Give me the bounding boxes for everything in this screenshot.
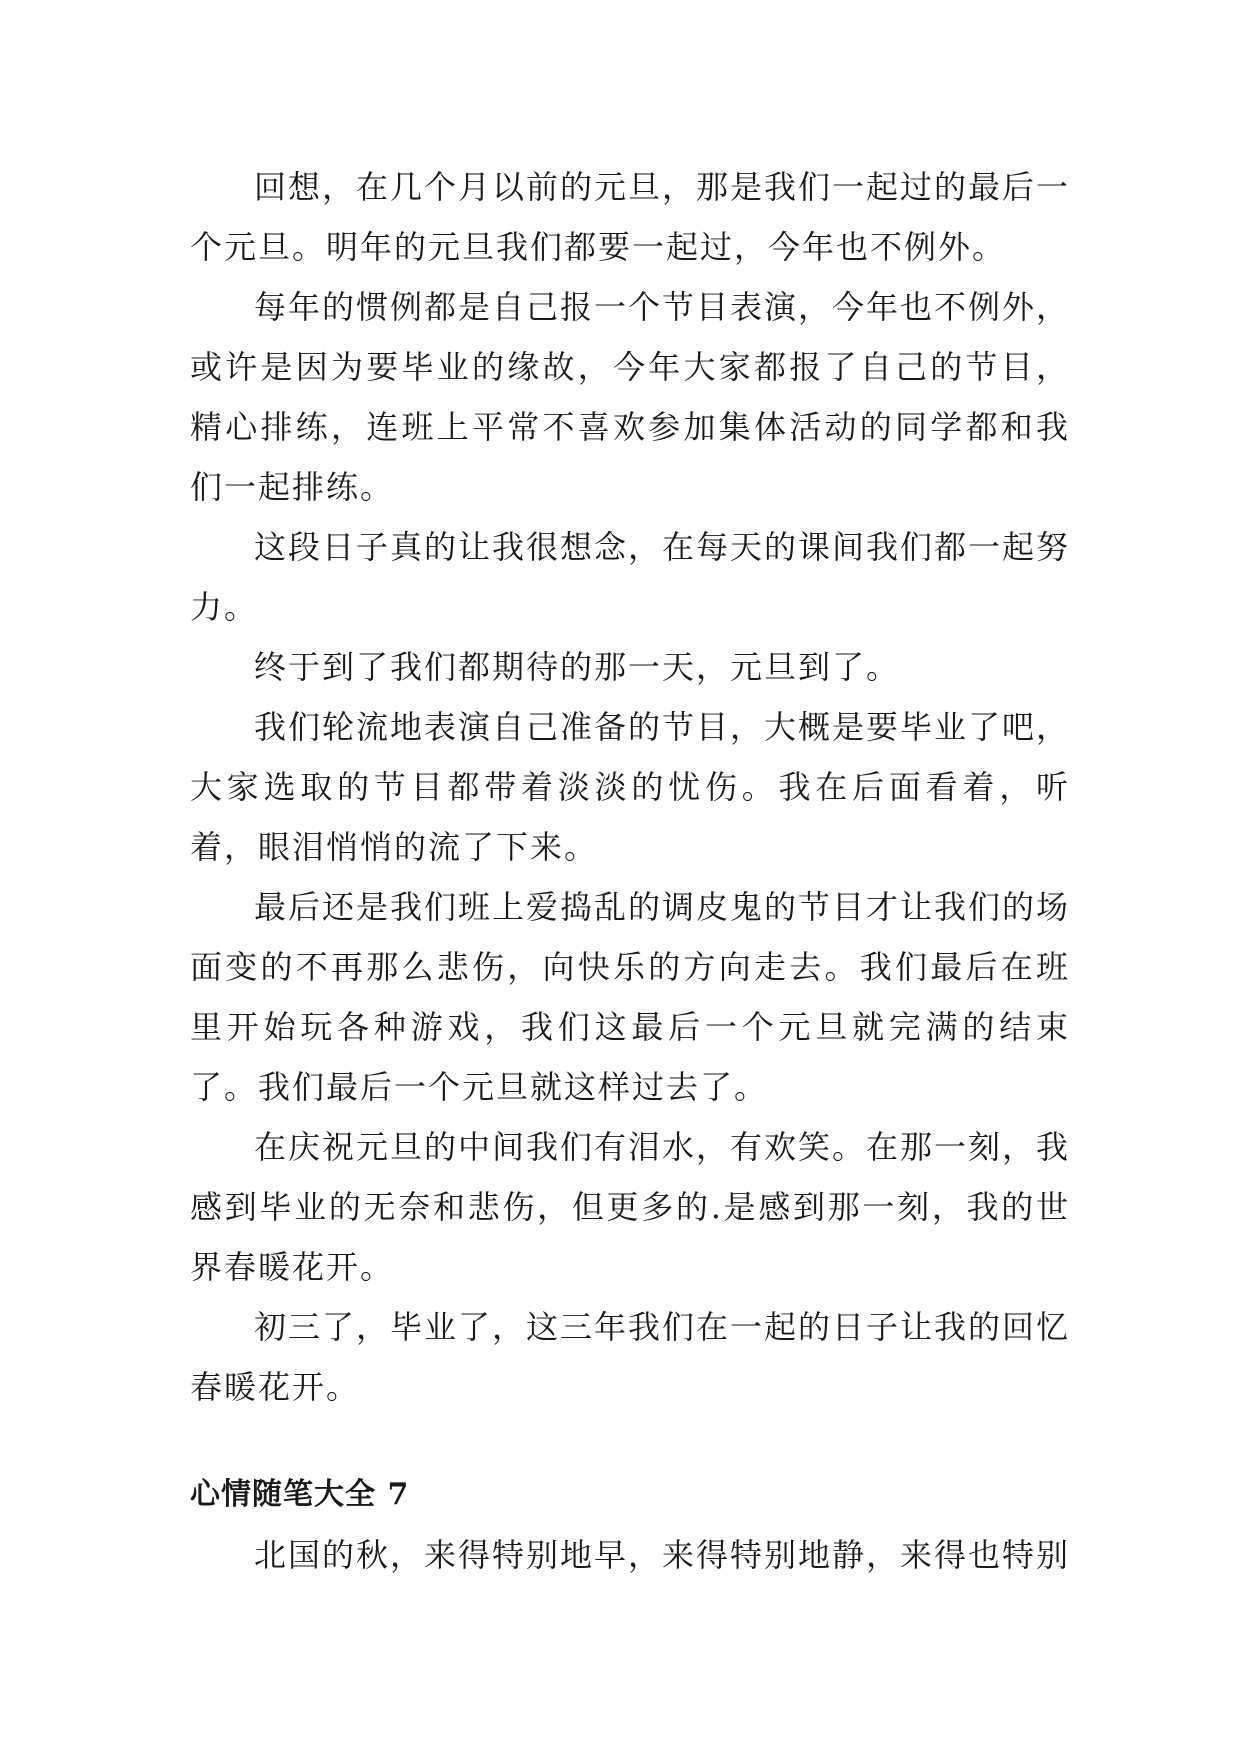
paragraph: 终于到了我们都期待的那一天，元旦到了。 (254, 648, 901, 686)
paragraph: 回想，在几个月以前的元旦，那是我们一起过的最后一个元旦。明年的元旦我们都要一起过，今年也不例外。 (190, 168, 1071, 266)
paragraph: 每年的惯例都是自己报一个节目表演，今年也不例外，或许是因为要毕业的缘故，今年大家都报了自己的节目，精心排练，连班上平常不喜欢参加集体活动的同学都和我们一起排练。 (190, 288, 1071, 506)
section-heading: 心情随笔大全 7 (190, 1477, 410, 1512)
paragraph: 这段日子真的让我很想念，在每天的课间我们都一起努力。 (190, 528, 1071, 626)
paragraph: 在庆祝元旦的中间我们有泪水，有欢笑。在那一刻，我感到毕业的无奈和悲伤，但更多的.是感到那一刻，我的世界春暖花开。 (190, 1128, 1071, 1286)
paragraph: 最后还是我们班上爱捣乱的调皮鬼的节目才让我们的场面变的不再那么悲伤，向快乐的方向走去。我们最后在班里开始玩各种游戏，我们这最后一个元旦就完满的结束了。我们最后一个元旦就这样过去了。 (190, 888, 1071, 1106)
document-body (190, 157, 1070, 1585)
paragraph: 北国的秋，来得特别地早，来得特别地静，来得也特别 (254, 1536, 1071, 1574)
paragraph: 初三了，毕业了，这三年我们在一起的日子让我的回忆春暖花开。 (190, 1308, 1071, 1406)
paragraph: 我们轮流地表演自己准备的节目，大概是要毕业了吧，大家选取的节目都带着淡淡的忧伤。我在后面看着，听着，眼泪悄悄的流了下来。 (190, 708, 1071, 866)
